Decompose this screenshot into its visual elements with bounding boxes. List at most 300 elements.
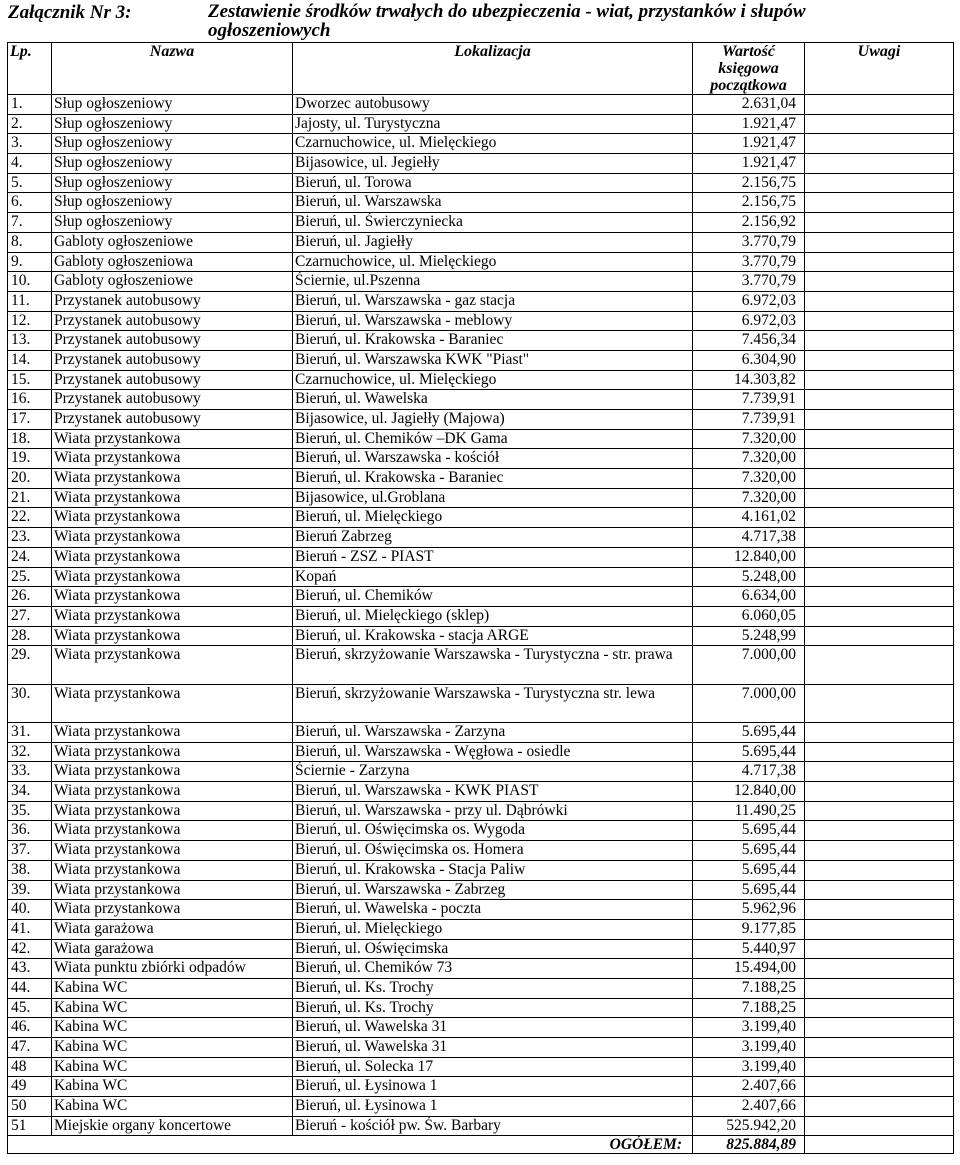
cell-location: Bieruń, ul. Oświęcimska os. Homera [293,841,693,861]
table-row [8,900,954,920]
cell-notes [805,95,954,115]
cell-name: Wiata przystankowa [52,742,293,762]
cell-value: 3.770,79 [693,232,805,252]
cell-location: Bieruń Zabrzeg [293,528,693,548]
cell-notes [805,410,954,430]
cell-value: 7.320,00 [693,469,805,489]
table-row [8,469,954,489]
cell-name: Wiata punktu zbiórki odpadów [52,959,293,979]
cell-name: Przystanek autobusowy [52,311,293,331]
cell-value: 5.248,99 [693,626,805,646]
cell-location: Czarnuchowice, ul. Mielęckiego [293,134,693,154]
cell-value: 4.161,02 [693,508,805,528]
cell-location: Bijasowice, ul. Jagiełły (Majowa) [293,410,693,430]
cell-notes [805,801,954,821]
col-header-location: Lokalizacja [293,43,693,95]
cell-notes [805,252,954,272]
table-row [8,528,954,548]
cell-notes [805,841,954,861]
table-row [8,1116,954,1136]
cell-notes [805,528,954,548]
table-row [8,998,954,1018]
cell-lp: 20. [8,469,52,489]
table-row [8,311,954,331]
cell-lp: 13. [8,331,52,351]
cell-notes [805,390,954,410]
cell-value: 1.921,47 [693,134,805,154]
cell-value: 3.199,40 [693,1018,805,1038]
cell-name: Wiata przystankowa [52,429,293,449]
cell-value: 3.770,79 [693,252,805,272]
cell-lp: 33. [8,762,52,782]
cell-location: Bieruń, ul. Wawelska 31 [293,1038,693,1058]
assets-table [7,42,954,1154]
cell-value: 7.320,00 [693,449,805,469]
cell-lp: 4. [8,154,52,174]
cell-value: 525.942,20 [693,1116,805,1136]
table-row [8,488,954,508]
cell-location: Bieruń, ul. Warszawska - KWK PIAST [293,782,693,802]
cell-lp: 42. [8,939,52,959]
table-row [8,213,954,233]
cell-notes [805,154,954,174]
table-row [8,959,954,979]
cell-lp: 6. [8,193,52,213]
cell-lp: 15. [8,370,52,390]
cell-value: 14.303,82 [693,370,805,390]
cell-name: Gabloty ogłoszeniowe [52,272,293,292]
cell-location: Bieruń, ul. Oświęcimska os. Wygoda [293,821,693,841]
table-row [8,95,954,115]
cell-name: Gabloty ogłoszeniowe [52,232,293,252]
cell-value: 6.972,03 [693,311,805,331]
cell-lp: 8. [8,232,52,252]
cell-name: Przystanek autobusowy [52,410,293,430]
cell-value: 15.494,00 [693,959,805,979]
table-row [8,370,954,390]
cell-lp: 37. [8,841,52,861]
cell-notes [805,684,954,722]
cell-lp: 29. [8,646,52,684]
cell-name: Słup ogłoszeniowy [52,173,293,193]
cell-lp: 51 [8,1116,52,1136]
cell-value: 5.695,44 [693,821,805,841]
cell-name: Słup ogłoszeniowy [52,154,293,174]
table-row [8,390,954,410]
cell-value: 5.695,44 [693,723,805,743]
cell-lp: 49 [8,1077,52,1097]
cell-value: 6.634,00 [693,587,805,607]
cell-location: Bieruń, ul. Warszawska - przy ul. Dąbrówki [293,801,693,821]
cell-location: Bieruń, ul. Krakowska - Stacja Paliw [293,860,693,880]
cell-name: Kabina WC [52,1057,293,1077]
cell-value: 7.188,25 [693,998,805,1018]
cell-lp: 50 [8,1097,52,1117]
cell-name: Kabina WC [52,1018,293,1038]
cell-lp: 38. [8,860,52,880]
table-row [8,173,954,193]
cell-value: 4.717,38 [693,762,805,782]
cell-lp: 41. [8,919,52,939]
cell-location: Bieruń, ul. Krakowska - Baraniec [293,331,693,351]
cell-location: Bieruń, skrzyżowanie Warszawska - Turystyczna - str. prawa [293,646,693,684]
cell-notes [805,900,954,920]
table-row [8,587,954,607]
col-header-notes: Uwagi [805,43,954,95]
cell-value: 7.188,25 [693,978,805,998]
cell-location: Bieruń, ul. Warszawska - Zarzyna [293,723,693,743]
cell-notes [805,488,954,508]
cell-value: 2.631,04 [693,95,805,115]
cell-value: 11.490,25 [693,801,805,821]
cell-lp: 34. [8,782,52,802]
cell-notes [805,469,954,489]
cell-location: Bieruń, ul. Torowa [293,173,693,193]
cell-lp: 12. [8,311,52,331]
table-row [8,801,954,821]
cell-notes [805,1018,954,1038]
cell-name: Kabina WC [52,978,293,998]
cell-value: 6.972,03 [693,291,805,311]
table-row [8,193,954,213]
cell-notes [805,1077,954,1097]
cell-location: Bieruń, ul. Łysinowa 1 [293,1097,693,1117]
col-header-name: Nazwa [52,43,293,95]
cell-location: Bieruń, ul. Jagiełły [293,232,693,252]
cell-notes [805,272,954,292]
cell-value: 1.921,47 [693,154,805,174]
total-row [8,1136,954,1154]
table-row [8,1097,954,1117]
cell-name: Wiata przystankowa [52,900,293,920]
cell-lp: 36. [8,821,52,841]
cell-value: 7.456,34 [693,331,805,351]
cell-lp: 28. [8,626,52,646]
cell-notes [805,723,954,743]
table-row [8,762,954,782]
cell-lp: 9. [8,252,52,272]
cell-location: Bieruń, ul. Warszawska [293,193,693,213]
cell-lp: 44. [8,978,52,998]
cell-lp: 46. [8,1018,52,1038]
document-header [8,0,953,42]
cell-lp: 43. [8,959,52,979]
cell-location: Bieruń, ul. Warszawska KWK "Piast" [293,350,693,370]
cell-location: Ściernie, ul.Pszenna [293,272,693,292]
cell-notes [805,547,954,567]
cell-notes [805,1057,954,1077]
cell-value: 9.177,85 [693,919,805,939]
cell-value: 1.921,47 [693,114,805,134]
total-label: OGÓŁEM: [8,1136,693,1154]
cell-name: Wiata przystankowa [52,801,293,821]
cell-location: Bieruń, ul. Solecka 17 [293,1057,693,1077]
cell-name: Kabina WC [52,1077,293,1097]
cell-location: Bieruń, skrzyżowanie Warszawska - Turystyczna str. lewa [293,684,693,722]
cell-notes [805,350,954,370]
table-row [8,134,954,154]
cell-value: 12.840,00 [693,782,805,802]
cell-lp: 22. [8,508,52,528]
cell-notes [805,762,954,782]
cell-name: Wiata przystankowa [52,606,293,626]
table-row [8,567,954,587]
cell-lp: 30. [8,684,52,722]
cell-notes [805,193,954,213]
cell-lp: 19. [8,449,52,469]
cell-location: Czarnuchowice, ul. Mielęckiego [293,252,693,272]
cell-notes [805,626,954,646]
cell-name: Wiata przystankowa [52,528,293,548]
table-row [8,626,954,646]
cell-lp: 45. [8,998,52,1018]
table-row [8,350,954,370]
table-header-row [8,43,954,95]
cell-lp: 10. [8,272,52,292]
cell-notes [805,978,954,998]
cell-lp: 3. [8,134,52,154]
cell-lp: 16. [8,390,52,410]
cell-name: Wiata przystankowa [52,880,293,900]
cell-notes [805,291,954,311]
cell-name: Przystanek autobusowy [52,350,293,370]
cell-value: 6.304,90 [693,350,805,370]
cell-name: Miejskie organy koncertowe [52,1116,293,1136]
cell-name: Przystanek autobusowy [52,390,293,410]
table-row [8,410,954,430]
cell-name: Wiata garażowa [52,939,293,959]
cell-name: Wiata przystankowa [52,841,293,861]
table-row [8,860,954,880]
table-row [8,291,954,311]
cell-name: Wiata przystankowa [52,449,293,469]
cell-value: 2.156,75 [693,173,805,193]
cell-name: Przystanek autobusowy [52,370,293,390]
cell-location: Bieruń, ul. Oświęcimska [293,939,693,959]
cell-lp: 14. [8,350,52,370]
cell-value: 3.770,79 [693,272,805,292]
cell-notes [805,959,954,979]
cell-value: 5.695,44 [693,841,805,861]
total-value: 825.884,89 [693,1136,805,1154]
cell-lp: 1. [8,95,52,115]
table-row [8,880,954,900]
cell-name: Wiata przystankowa [52,723,293,743]
cell-name: Wiata przystankowa [52,782,293,802]
cell-value: 6.060,05 [693,606,805,626]
cell-location: Bieruń, ul. Świerczyniecka [293,213,693,233]
cell-notes [805,173,954,193]
table-row [8,508,954,528]
table-row [8,646,954,684]
cell-notes [805,821,954,841]
cell-lp: 5. [8,173,52,193]
table-row [8,331,954,351]
col-header-lp: Lp. [8,43,52,95]
cell-notes [805,213,954,233]
cell-notes [805,114,954,134]
cell-lp: 35. [8,801,52,821]
cell-name: Wiata przystankowa [52,860,293,880]
cell-notes [805,567,954,587]
cell-notes [805,134,954,154]
cell-location: Bieruń, ul. Krakowska - Baraniec [293,469,693,489]
cell-lp: 26. [8,587,52,607]
table-body [8,95,954,1136]
cell-value: 7.000,00 [693,684,805,722]
cell-value: 2.156,92 [693,213,805,233]
cell-value: 5.695,44 [693,742,805,762]
cell-location: Bieruń, ul. Łysinowa 1 [293,1077,693,1097]
cell-name: Wiata przystankowa [52,821,293,841]
cell-name: Kabina WC [52,998,293,1018]
cell-location: Kopań [293,567,693,587]
table-row [8,1077,954,1097]
table-row [8,154,954,174]
cell-location: Bieruń, ul. Wawelska 31 [293,1018,693,1038]
cell-location: Dworzec autobusowy [293,95,693,115]
cell-name: Wiata garażowa [52,919,293,939]
cell-lp: 2. [8,114,52,134]
total-notes-cell [805,1136,954,1154]
cell-lp: 11. [8,291,52,311]
cell-notes [805,939,954,959]
cell-name: Kabina WC [52,1038,293,1058]
cell-location: Ściernie - Zarzyna [293,762,693,782]
table-row [8,232,954,252]
table-row [8,429,954,449]
cell-value: 3.199,40 [693,1038,805,1058]
cell-notes [805,860,954,880]
attachment-label: Załącznik Nr 3: [8,2,132,23]
cell-name: Wiata przystankowa [52,587,293,607]
table-row [8,1057,954,1077]
cell-lp: 7. [8,213,52,233]
cell-location: Bieruń, ul. Mielęckiego [293,919,693,939]
table-row [8,547,954,567]
document-title: Zestawienie środków trwałych do ubezpieczenia - wiat, przystanków i słupów ogłoszeniowych [208,1,806,41]
cell-value: 7.739,91 [693,410,805,430]
cell-lp: 48 [8,1057,52,1077]
cell-location: Bieruń, ul. Chemików –DK Gama [293,429,693,449]
table-row [8,449,954,469]
cell-location: Bieruń, ul. Warszawska - Węgłowa - osiedle [293,742,693,762]
table-row [8,252,954,272]
cell-notes [805,606,954,626]
cell-value: 3.199,40 [693,1057,805,1077]
cell-notes [805,449,954,469]
cell-lp: 23. [8,528,52,548]
cell-lp: 17. [8,410,52,430]
cell-name: Przystanek autobusowy [52,331,293,351]
cell-name: Wiata przystankowa [52,626,293,646]
table-row [8,606,954,626]
cell-location: Bieruń, ul. Chemików 73 [293,959,693,979]
cell-value: 5.962,96 [693,900,805,920]
cell-name: Słup ogłoszeniowy [52,134,293,154]
cell-notes [805,370,954,390]
cell-lp: 25. [8,567,52,587]
cell-lp: 18. [8,429,52,449]
cell-name: Przystanek autobusowy [52,291,293,311]
cell-notes [805,1038,954,1058]
cell-value: 5.440,97 [693,939,805,959]
cell-value: 5.695,44 [693,860,805,880]
cell-value: 5.695,44 [693,880,805,900]
cell-notes [805,232,954,252]
cell-location: Bieruń - kościół pw. Św. Barbary [293,1116,693,1136]
table-row [8,684,954,722]
cell-location: Bieruń, ul. Wawelska [293,390,693,410]
table-row [8,782,954,802]
cell-name: Słup ogłoszeniowy [52,213,293,233]
cell-lp: 40. [8,900,52,920]
cell-name: Wiata przystankowa [52,547,293,567]
table-row [8,821,954,841]
cell-lp: 31. [8,723,52,743]
cell-location: Bieruń, ul. Ks. Trochy [293,998,693,1018]
cell-name: Wiata przystankowa [52,762,293,782]
table-row [8,723,954,743]
cell-location: Czarnuchowice, ul. Mielęckiego [293,370,693,390]
cell-value: 2.407,66 [693,1097,805,1117]
cell-name: Gabloty ogłoszeniowa [52,252,293,272]
cell-location: Bieruń, ul. Chemików [293,587,693,607]
cell-value: 2.407,66 [693,1077,805,1097]
cell-name: Wiata przystankowa [52,567,293,587]
cell-value: 5.248,00 [693,567,805,587]
cell-notes [805,646,954,684]
cell-lp: 39. [8,880,52,900]
cell-name: Słup ogłoszeniowy [52,95,293,115]
cell-location: Bieruń, ul. Krakowska - stacja ARGE [293,626,693,646]
cell-name: Słup ogłoszeniowy [52,114,293,134]
cell-location: Bieruń - ZSZ - PIAST [293,547,693,567]
cell-value: 12.840,00 [693,547,805,567]
cell-notes [805,311,954,331]
cell-notes [805,587,954,607]
table-row [8,1018,954,1038]
table-row [8,272,954,292]
cell-location: Bieruń, ul. Warszawska - gaz stacja [293,291,693,311]
cell-location: Bieruń, ul. Warszawska - kościół [293,449,693,469]
cell-location: Jajosty, ul. Turystyczna [293,114,693,134]
col-header-value: Wartość księgowa początkowa [693,43,805,95]
cell-location: Bieruń, ul. Mielęckiego [293,508,693,528]
cell-notes [805,1116,954,1136]
table-row [8,919,954,939]
cell-value: 7.320,00 [693,429,805,449]
cell-name: Wiata przystankowa [52,508,293,528]
cell-name: Wiata przystankowa [52,646,293,684]
cell-notes [805,331,954,351]
cell-notes [805,880,954,900]
cell-notes [805,782,954,802]
table-row [8,742,954,762]
cell-value: 2.156,75 [693,193,805,213]
cell-name: Kabina WC [52,1097,293,1117]
cell-name: Słup ogłoszeniowy [52,193,293,213]
cell-location: Bieruń, ul. Wawelska - poczta [293,900,693,920]
table-row [8,1038,954,1058]
cell-name: Wiata przystankowa [52,488,293,508]
table-row [8,978,954,998]
cell-notes [805,1097,954,1117]
cell-location: Bijasowice, ul. Jegiełły [293,154,693,174]
cell-name: Wiata przystankowa [52,684,293,722]
table-row [8,939,954,959]
cell-lp: 21. [8,488,52,508]
